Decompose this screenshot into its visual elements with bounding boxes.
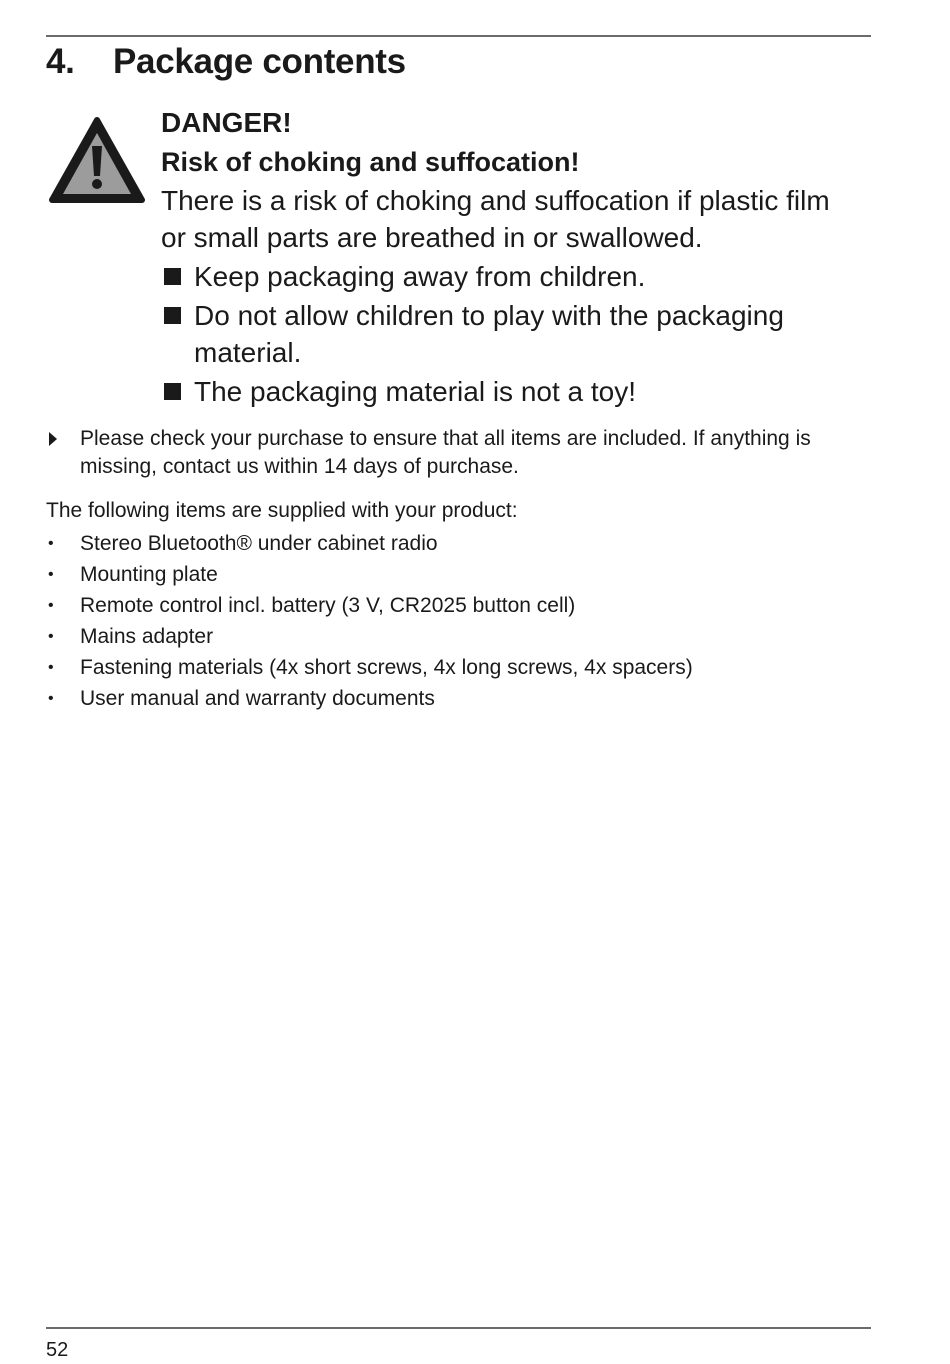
page-number: 52 [46,1339,69,1361]
warning-triangle-icon [48,116,146,204]
bottom-rule [46,1327,871,1329]
top-rule [46,35,871,37]
square-bullet-icon [164,307,181,324]
bullet-dot-icon: • [48,566,54,583]
section-heading [46,42,406,82]
danger-text: There is a risk of choking and suffocation if plastic film or small parts are breathed in or swallowed. [161,185,830,253]
danger-list-item [161,258,861,295]
section-number: 4. [46,42,75,81]
list-item [46,621,866,652]
list-item [46,652,866,683]
bullet-dot-icon: • [48,597,54,614]
danger-list-item-text: Keep packaging away from children. [194,261,646,292]
list-item-text: Remote control incl. battery (3 V, CR2025 button cell) [80,594,576,617]
danger-notice [161,104,861,412]
triangle-arrow-icon [49,432,57,446]
danger-list-item-text: The packaging material is not a toy! [194,376,637,407]
bullet-dot-icon: • [48,659,54,676]
danger-list-item-text: Do not allow children to play with the packaging material. [194,300,784,368]
contents-list [46,528,866,714]
bullet-dot-icon: • [48,628,54,645]
section-title: Package contents [113,42,406,81]
list-item-text: Fastening materials (4x short screws, 4x long screws, 4x spacers) [80,656,693,679]
instruction-text: Please check your purchase to ensure that all items are included. If anything is missing, contact us within 14 days of purchase. [80,427,811,478]
danger-label: DANGER! [161,107,292,138]
danger-list-item [161,297,861,371]
bullet-dot-icon: • [48,690,54,707]
list-item [46,559,866,590]
instruction-step [46,425,866,481]
contents-intro: The following items are supplied with your product: [46,499,518,522]
list-item-text: Mains adapter [80,625,214,648]
list-item-text: Stereo Bluetooth® under cabinet radio [80,532,438,555]
bullet-dot-icon: • [48,535,54,552]
list-item [46,528,866,559]
list-item [46,590,866,621]
danger-subtitle: Risk of choking and suffocation! [161,147,580,177]
list-item-text: Mounting plate [80,563,218,586]
list-item-text: User manual and warranty documents [80,687,435,710]
danger-list-item [161,373,861,410]
list-item [46,683,866,714]
square-bullet-icon [164,383,181,400]
square-bullet-icon [164,268,181,285]
danger-list [161,258,861,410]
